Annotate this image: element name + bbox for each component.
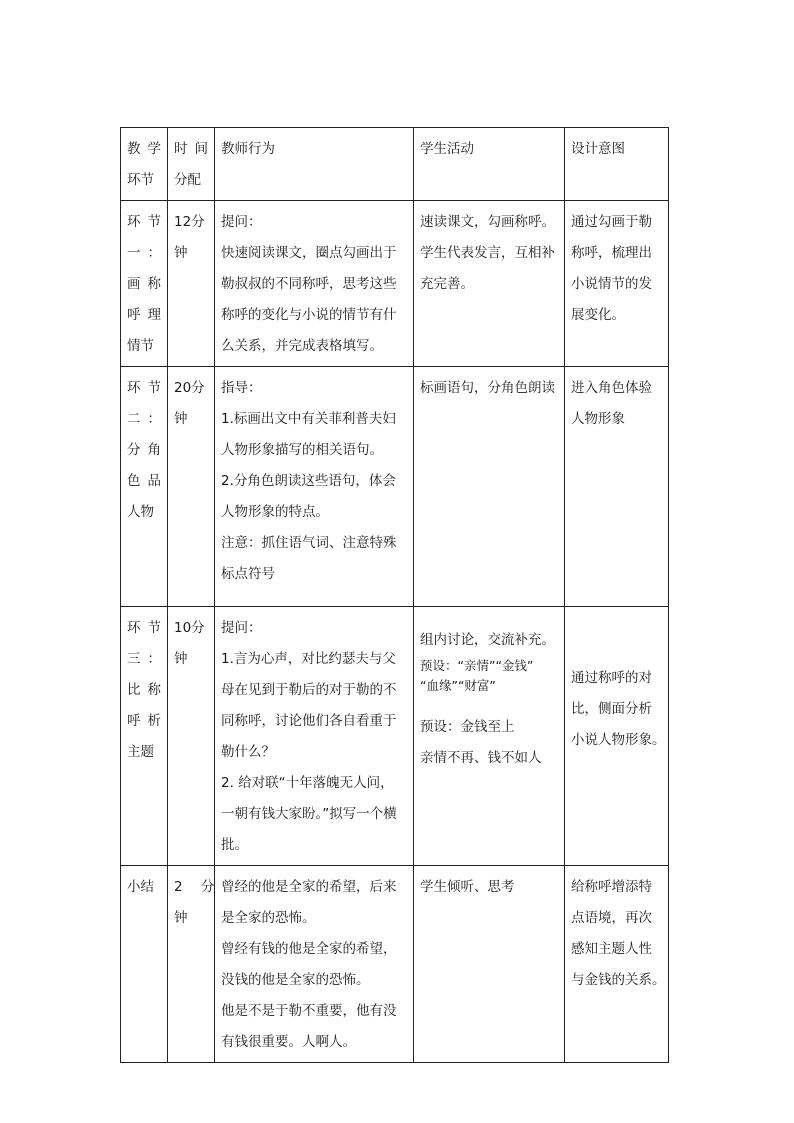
student-cell: 标画语句，分角色朗读 [414,367,565,607]
intent-cell: 进入角色体验 人物形象 [565,367,669,607]
time-cell: 20分 钟 [168,367,215,607]
header-teacher: 教师行为 [215,128,414,201]
stage-cell: 环节 三： 比称 呼析 主题 [121,607,168,866]
intent-cell: 通过勾画于勒 称呼，梳理出 小说情节的发 展变化。 [565,201,669,367]
student-cell: 速读课文，勾画称呼。 学生代表发言，互相补 充完善。 [414,201,565,367]
student-cell: 组内讨论，交流补充。 预设：“亲情”“金钱” “血缘”“财富” 预设：金钱至上 亲情不再、钱不如人 [414,607,565,866]
stage-cell: 环节 二： 分角 色品 人物 [121,367,168,607]
time-cell: 12分 钟 [168,201,215,367]
teacher-cell: 指导： 1.标画出文中有关菲利普夫妇 人物形象描写的相关语句。 2.分角色朗读这些语句，体会 人物形象的特点。 注意：抓住语气词、注意特殊 标点符号 [215,367,414,607]
time-cell: 10分 钟 [168,607,215,866]
header-time: 时间 分配 [168,128,215,201]
header-row [121,128,669,201]
header-intent: 设计意图 [565,128,669,201]
stage-cell: 环节 一： 画称 呼理 情节 [121,201,168,367]
time-cell: 2 分 钟 [168,866,215,1063]
intent-cell: 给称呼增添特 点语境，再次 感知主题人性 与金钱的关系。 [565,866,669,1063]
table-row [121,367,669,607]
teacher-cell: 提问： 快速阅读课文，圈点勾画出于 勒叔叔的不同称呼，思考这些 称呼的变化与小说的情节有什 么关系，并完成表格填写。 [215,201,414,367]
teacher-cell: 提问： 1.言为心声，对比约瑟夫与父 母在见到于勒后的对于勒的不 同称呼，讨论他们各自看重于 勒什么？ 2. 给对联“十年落魄无人问， 一朝有钱大家盼。”拟写一个横 批。 [215,607,414,866]
teacher-cell: 曾经的他是全家的希望，后来 是全家的恐怖。 曾经有钱的他是全家的希望， 没钱的他是全家的恐怖。 他是不是于勒不重要，他有没 有钱很重要。人啊人。 [215,866,414,1063]
header-stage: 教学 环节 [121,128,168,201]
table-row [121,607,669,866]
header-student: 学生活动 [414,128,565,201]
lesson-plan-table [120,127,669,1063]
student-cell: 学生倾听、思考 [414,866,565,1063]
table-row [121,201,669,367]
table-row [121,866,669,1063]
stage-cell: 小结 [121,866,168,1063]
intent-cell: 通过称呼的对 比，侧面分析 小说人物形象。 [565,607,669,866]
